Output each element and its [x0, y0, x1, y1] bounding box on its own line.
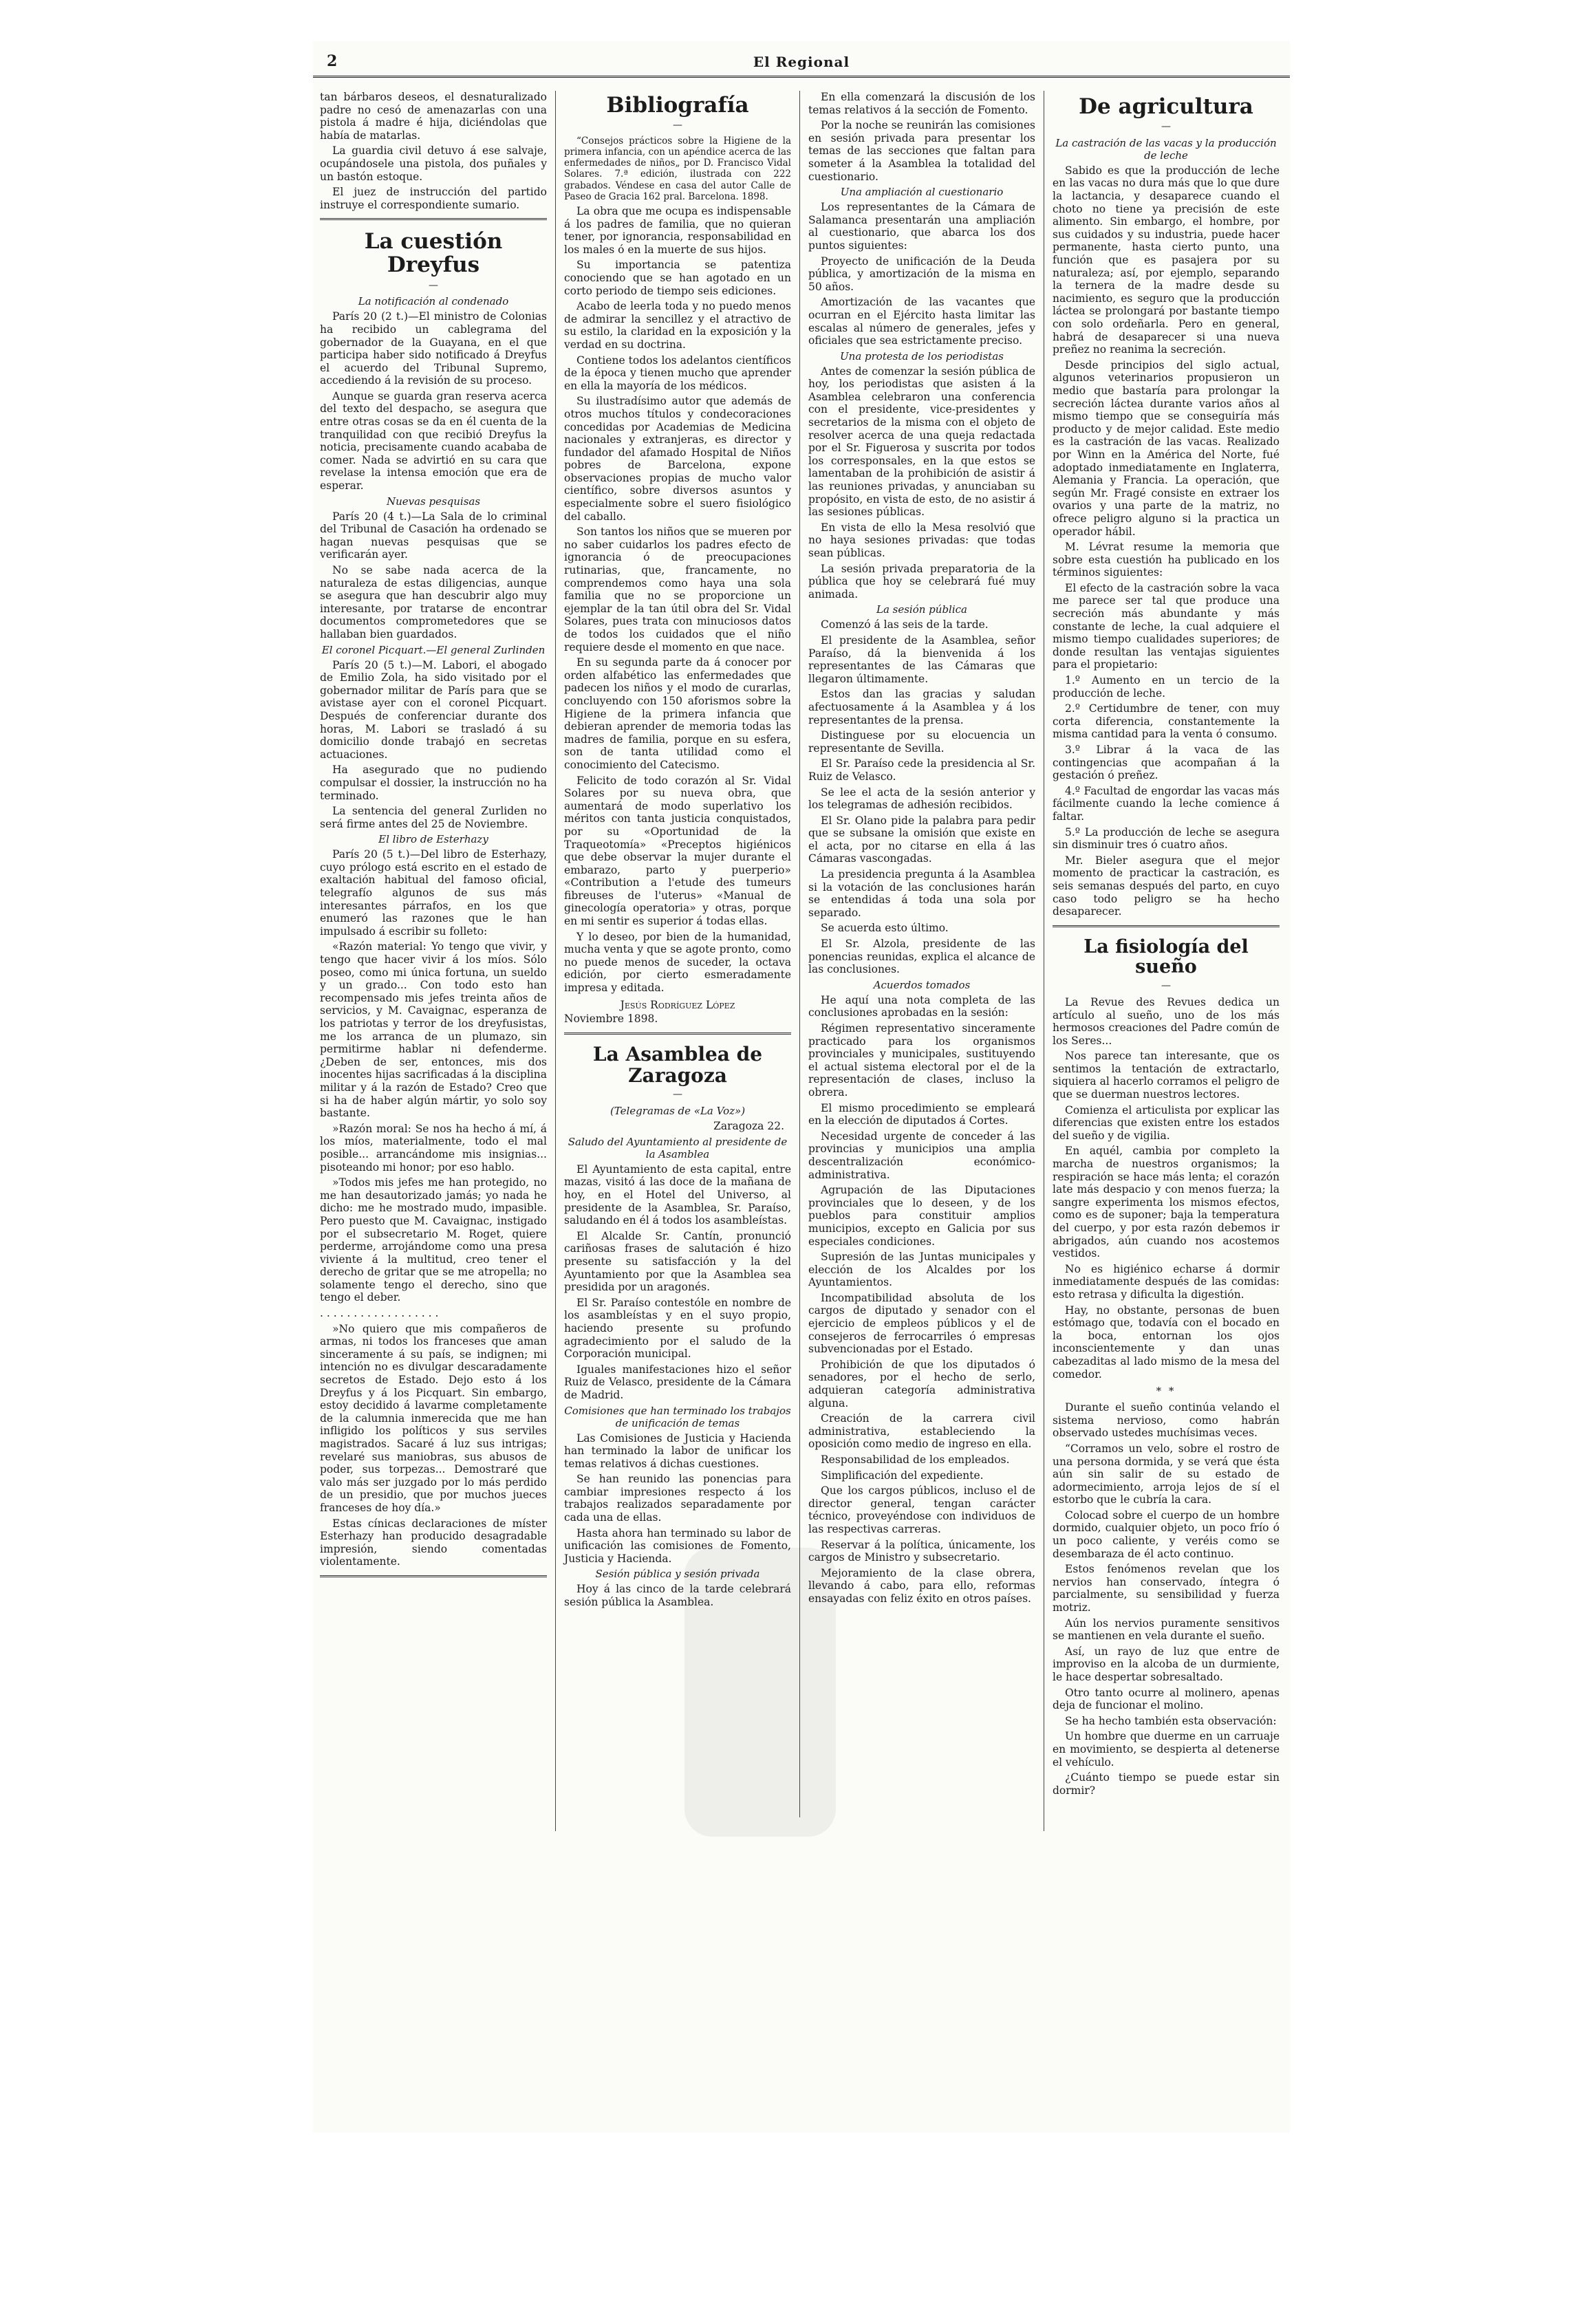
subheading: Nuevas pesquisas: [386, 495, 481, 508]
paragraph: Y lo deseo, por bien de la humanidad, mucha venta y que se agote pronto, como no puede menos de suceder, la octava edición, por cierto esmeradamente impresa y editada.: [564, 930, 791, 995]
paragraph: Aunque se guarda gran reserva acerca del texto del despacho, se asegura que entre otras cosas se da en él cuenta de la tranquilidad con que recibió Dreyfus la noticia, precisamente cuando acababa de comer. Nada se advirtió en su cara que revelase la intensa emoción que era de esperar.: [320, 389, 547, 493]
headline-sueno: La fisiología del sueño: [1083, 936, 1249, 978]
book-reference: “Consejos prácticos sobre la Higiene de la primera infancia, con un apéndice acerca de las enfermedades de niños„ por D. Francisco Vidal Solares. 7.ª edición, ilustrada con 222 grabados. Véndese en casa del autor Calle de Paseo de Gracia 162 pral. Barcelona. 1898.: [564, 135, 791, 202]
paragraph: En su segunda parte da á conocer por orden alfabético las enfermedades que padecen los niños y el modo de curarlas, concluyendo con 150 aforismos sobre la Higiene de la primera infancia que debieran aprender de memoria todas las madres de familia, porque en su esfera, son de tanta utilidad como el conocimiento del Catecismo.: [564, 656, 791, 771]
paragraph: Se ha hecho también esta observación:: [1065, 1714, 1277, 1727]
paragraph: Responsabilidad de los empleados.: [821, 1453, 1010, 1466]
dash-divider: —: [1161, 121, 1171, 133]
column-2: [564, 91, 791, 1612]
paragraph: 4.º Facultad de engordar las vacas más fácilmente cuando la leche comience á faltar.: [1053, 784, 1280, 823]
paragraph: »No quiero que mis compañeros de armas, ni todos los franceses que aman sinceramente á su país, se indignen; mi intención no es divulgar descaradamente secretos de Estado. Dejo esto á los Dreyfus y á los Picquart. Sin embargo, estoy decidido á lavarme completamente de la calumnia inmerecida que me han infligido los políticos y sus serviles magistrados. Sacaré á luz sus intrigas; revelaré sus maniobras, sus abusos de poder, sus torpezas... Demostraré que valo más ser juzgado por lo más perdido de un presidio, que por muchos jueces franceses de hoy día.»: [320, 1322, 547, 1514]
paragraph: Por la noche se reunirán las comisiones en sesión privada para presentar los temas de las secciones que faltan para someter á la Asamblea la totalidad del cuestionario.: [808, 119, 1035, 183]
paragraph: Comienza el articulista por explicar las diferencias que existen entre los estados del sueño y de vigilia.: [1053, 1103, 1280, 1142]
subheading: El coronel Picquart.—El general Zurlinden: [321, 643, 546, 656]
subheading: La notificación al condenado: [358, 295, 509, 308]
paragraph: Iguales manifestaciones hizo el señor Ruiz de Velasco, presidente de la Cámara de Madrid.: [564, 1363, 791, 1401]
paragraph: Hasta ahora han terminado su labor de unificación las comisiones de Fomento, Justicia y Hacienda.: [564, 1526, 791, 1565]
paragraph: Se lee el acta de la sesión anterior y los telegramas de adhesión recibidos.: [808, 786, 1035, 812]
paragraph: 3.º Librar á la vaca de las contingencias que acompañan á la gestación ó preñez.: [1053, 744, 1280, 782]
paragraph: Sabido es que la producción de leche en las vacas no dura más que lo que dure la lactancia, y desaparece cuando el choto no tiene ya precisión de este alimento. Sin embargo, el hombre, por sus cuidados y su industria, puede hacer permanente, hasta cierto punto, una función que es pasajera por su naturaleza; así, por ejemplo, separando la ternera de la madre desde su nacimiento, es seguro que la producción láctea se prolongará por bastante tiempo con solo ordeñarla. Pero en general, habrá de desaparecer si una nueva preñez no reanima la secreción.: [1053, 164, 1280, 356]
paragraph: Mejoramiento de la clase obrera, llevando á cabo, para ello, reformas ensayadas con feliz éxito en otros países.: [808, 1566, 1035, 1605]
paragraph: Incompatibilidad absoluta de los cargos de diputado y senador con el ejercicio de empleos públicos y el de consejeros de ferrocarriles ó empresas subvencionadas por el Estado.: [808, 1291, 1035, 1356]
subheading: Comisiones que han terminado los trabajos de unificación de temas: [564, 1404, 791, 1429]
paragraph: M. Lévrat resume la memoria que sobre esta cuestión ha publicado en los términos siguientes:: [1053, 541, 1280, 579]
column-divider: [555, 91, 556, 1831]
paragraph: “Corramos un velo, sobre el rostro de una persona dormida, y se verá que ésta aún sin salir de su estado de adormecimiento, arroja lejos de sí el estorbo que le cubría la cara.: [1053, 1442, 1280, 1506]
paragraph: »Todos mis jefes me han protegido, no me han desautorizado jamás; yo nada he dicho: me he mostrado mudo, impasible. Pero puesto que M. Cavaignac, instigado por el subsecretario M. Roget, quiere perderme, arrojándome como una presa viviente á la multitud, creo tener el derecho de gritar que se me atropella; no solamente tengo el derecho, sino que tengo el deber.: [320, 1176, 547, 1304]
paragraph: Reservar á la política, únicamente, los cargos de Ministro y subsecretario.: [808, 1538, 1035, 1564]
section-rule: [564, 1032, 791, 1035]
paragraph: Su ilustradísimo autor que además de otros muchos títulos y condecoraciones concedidas por Academias de Medicina nacionales y extranjeras, es director y fundador del afamado Hospital de Niños pobres de Barcelona, expone observaciones propias de mucho valor científico, sobre diversos asuntos y especialmente sobre el suero fisiológico del caballo.: [564, 395, 791, 523]
subheading: Sesión pública y sesión privada: [595, 1568, 760, 1581]
paragraph: La guardia civil detuvo á ese salvaje, ocupándosele una pistola, dos puñales y un bastón estoque.: [320, 144, 547, 183]
newspaper-title: El Regional: [753, 54, 850, 70]
paragraph: En aquél, cambia por completo la marcha de nuestros organismos; la respiración se hace más lenta; el corazón late más despacio y con menos fuerza; la sangre experimenta los mismos efectos, como es de suponer; baja la temperatura del cuerpo, y por esta razón debemos ir abrigados, aún cuando nos acostemos vestidos.: [1053, 1145, 1280, 1260]
paragraph: Felicito de todo corazón al Sr. Vidal Solares por su nueva obra, que aumentará de modo superlativo los méritos con tanta justicia conquistados, por su «Oportunidad de la Traqueotomía» «Preceptos higiénicos que debe observar la mujer durante el embarazo, parto y puerperio» «Contribution a l'etude des tumeurs fibreuses de l'uterus» «Manual de ginecología operatoria» y otras, porque en mi sentir es superior á todas ellas.: [564, 774, 791, 928]
dash-divider: —: [429, 279, 438, 291]
paragraph: Hoy á las cinco de la tarde celebrará sesión pública la Asamblea.: [564, 1583, 791, 1609]
subheading: (Telegramas de «La Voz»): [610, 1105, 746, 1118]
paragraph: El efecto de la castración sobre la vaca me parece ser tal que produce una secreción más abundante y más constante de leche, la cual adquiere el mismo tiempo cualidades superiores; de donde resultan las ventajas siguientes para el propietario:: [1053, 581, 1280, 671]
subheading: Una protesta de los periodistas: [840, 349, 1004, 363]
paragraph: Su importancia se patentiza conociendo que se han agotado en un corto periodo de tiempo seis ediciones.: [564, 259, 791, 297]
dash-divider: —: [1161, 980, 1171, 992]
paragraph: Se han reunido las ponencias para cambiar impresiones respecto á los trabajos realizados separadamente por cada una de ellas.: [564, 1473, 791, 1524]
column-3: [808, 91, 1035, 1608]
subheading: La castración de las vacas y la producción de leche: [1055, 136, 1277, 162]
subheading: El libro de Esterhazy: [378, 833, 488, 846]
headline-agricultura: De agricultura: [1079, 94, 1253, 119]
paragraph: »Razón moral: Se nos ha hecho á mí, á los míos, materialmente, todo el mal posible... arrancándome mis insignias... pisoteando mi honor; por eso hablo.: [320, 1122, 547, 1174]
paragraph: Creación de la carrera civil administrativa, estableciendo la oposición como medio de ingreso en ella.: [808, 1412, 1035, 1451]
paragraph: Comenzó á las seis de la tarde.: [821, 618, 989, 631]
paragraph: Mr. Bieler asegura que el mejor momento de practicar la castración, es seis semanas después del parto, en cuyo caso todo peligro se ha hecho desaparecer.: [1053, 854, 1280, 918]
ellipsis-line: . . . . . . . . . . . . . . . . . .: [320, 1307, 439, 1320]
paragraph: Proyecto de unificación de la Deuda pública, y amortización de la misma en 50 años.: [808, 255, 1035, 293]
paragraph: El Sr. Olano pide la palabra para pedir que se subsane la omisión que existe en el acta, por no citarse en ella á las Cámaras vascongadas.: [808, 814, 1035, 865]
headline-asamblea: La Asamblea de Zaragoza: [592, 1042, 763, 1087]
paragraph: Las Comisiones de Justicia y Hacienda han terminado la labor de unificar los temas relativos á dichas cuestiones.: [564, 1431, 791, 1470]
paragraph: Agrupación de las Diputaciones provinciales que lo deseen, y de los pueblos para constituir amplios municipios, excepto en Galicia por sus especiales condiciones.: [808, 1184, 1035, 1248]
paragraph: 5.º La producción de leche se asegura sin disminuir tres ó cuatro años.: [1053, 825, 1280, 852]
section-rule: [320, 1575, 547, 1577]
paragraph: París 20 (2 t.)—El ministro de Colonias ha recibido un cablegrama del gobernador de la Guayana, en el que participa haber sido notificado á Dreyfus el acuerdo del Tribunal Supremo, accediendo á la revisión de su proceso.: [320, 310, 547, 387]
paragraph: Un hombre que duerme en un carruaje en movimiento, se despierta al detenerse el vehículo.: [1053, 1730, 1280, 1769]
section-rule: [320, 218, 547, 220]
paragraph: Estas cínicas declaraciones de míster Esterhazy han producido desagradable impresión, siendo comentadas violentamente.: [320, 1517, 547, 1568]
paragraph: El Sr. Paraíso cede la presidencia al Sr. Ruiz de Velasco.: [808, 757, 1035, 783]
dash-divider: —: [673, 1089, 682, 1101]
paragraph: Aún los nervios puramente sensitivos se mantienen en vela durante el sueño.: [1053, 1617, 1280, 1643]
paragraph: Se acuerda esto último.: [821, 922, 949, 935]
paragraph: Durante el sueño continúa velando el sistema nervioso, como habrán observado ustedes muchísimas veces.: [1053, 1401, 1280, 1440]
paragraph: Antes de comenzar la sesión pública de hoy, los periodistas que asisten á la Asamblea celebraron una conferencia con el presidente, vice-presidentes y secretarios de la misma con el objeto de resolver acerca de una queja redactada por el Sr. Figuerosa y suscrita por todos los corresponsales, en la que estos se lamentaban de la prohibición de asistir á las reuniones privadas, y anunciaban su propósito, en vista de esto, de no asistir á las sesiones públicas.: [808, 365, 1035, 519]
dash-divider: —: [673, 120, 682, 131]
column-4: [1053, 91, 1280, 1799]
page-number: 2: [327, 52, 338, 70]
paragraph: La presidencia pregunta á la Asamblea si la votación de las conclusiones harán se entendidas á toda una sola por separado.: [808, 868, 1035, 919]
paragraph: En ella comenzará la discusión de los temas relativos á la sección de Fomento.: [808, 91, 1035, 116]
paragraph: El Sr. Alzola, presidente de las ponencias reunidas, explica el alcance de las conclusiones.: [808, 938, 1035, 976]
newspaper-page: [313, 41, 1290, 2132]
paragraph: Estos fenómenos revelan que los nervios han conservado, íntegra ó parcialmente, su sensibilidad y fuerza motriz.: [1053, 1563, 1280, 1614]
section-rule: [1053, 925, 1280, 927]
subheading: La sesión pública: [876, 603, 967, 616]
paragraph: 2.º Certidumbre de tener, con muy corta diferencia, constantemente la misma cantidad para la venta ó consumo.: [1053, 702, 1280, 741]
paragraph: París 20 (5 t.)—M. Labori, el abogado de Emilio Zola, ha sido visitado por el gobernador militar de París para que se avistase ayer con el coronel Picquart. Después de conferenciar durante dos horas, M. Labori se trasladó á su domicilio donde trabajó en secretas actuaciones.: [320, 658, 547, 761]
headline-bibliografia: Bibliografía: [606, 93, 749, 118]
paragraph: La sentencia del general Zurliden no será firme antes del 25 de Noviembre.: [320, 805, 547, 830]
paragraph: Así, un rayo de luz que entre de improviso en la alcoba de un durmiente, le hace despertar sobresaltado.: [1053, 1645, 1280, 1683]
article-date: Noviembre 1898.: [564, 1013, 658, 1026]
paragraph: En vista de ello la Mesa resolvió que no haya sesiones privadas: que todas sean públicas.: [808, 521, 1035, 559]
author-signature: Jesús Rodríguez López: [620, 998, 735, 1011]
paragraph: El Alcalde Sr. Cantín, pronunció cariñosas frases de salutación é hizo presente su satisfacción y la del Ayuntamiento por que la Asamblea sea presidida por un aragonés.: [564, 1229, 791, 1294]
paragraph: Que los cargos públicos, incluso el de director general, tengan carácter técnico, proveyéndose con individuos de las respectivas carreras.: [808, 1484, 1035, 1535]
paragraph: El mismo procedimiento se empleará en la elección de diputados á Cortes.: [808, 1101, 1035, 1127]
paragraph: Otro tanto ocurre al molinero, apenas deja de funcionar el molino.: [1053, 1686, 1280, 1712]
paragraph: El presidente de la Asamblea, señor Paraíso, dá la bienvenida á los representantes de las Cámaras que llegaron últimamente.: [808, 634, 1035, 685]
paragraph: Distinguese por su elocuencia un representante de Sevilla.: [808, 729, 1035, 755]
asterism-divider: * *: [1156, 1385, 1176, 1398]
paragraph: Acabo de leerla toda y no puedo menos de admirar la sencillez y el atractivo de su estilo, la claridad en la exposición y la verdad en su doctrina.: [564, 300, 791, 351]
paragraph: Colocad sobre el cuerpo de un hombre dormido, cualquier objeto, un poco frío ó un poco caliente, y veréis como se desembaraza de él acto continuo.: [1053, 1509, 1280, 1560]
paragraph: Prohibición de que los diputados ó senadores, por el hecho de serlo, adquieran categoría administrativa alguna.: [808, 1358, 1035, 1409]
paragraph: «Razón material: Yo tengo que vivir, y tengo que hacer vivir á los míos. Sólo poseo, como mi única fortuna, un sueldo y un grado... Con todo esto han recompensado mis jefes treinta años de servicios, y M. Cavaignac, esperanza de los patriotas y terror de los dreyfusistas, me los arranca de un plumazo, sin permitirme hablar ni defenderme. ¿Deben de ser, entonces, mis dos inocentes hijas sacrificadas á la disciplina militar y á la razón de Estado? Creo que si ha de haber algún mártir, yo solo soy bastante.: [320, 940, 547, 1120]
paragraph: La Revue des Revues dedica un artículo al sueño, uno de los más hermosos creaciones del Padre común de los Seres...: [1053, 995, 1280, 1047]
paragraph: No es higiénico echarse á dormir inmediatamente después de las comidas: esto retrasa y dificulta la digestión.: [1053, 1262, 1280, 1301]
paragraph: Contiene todos los adelantos científicos de la época y tienen mucho que aprender en ella la mayoría de los médicos.: [564, 354, 791, 392]
paragraph: He aquí una nota completa de las conclusiones aprobadas en la sesión:: [808, 993, 1035, 1019]
paragraph: El Sr. Paraíso contestóle en nombre de los asambleístas y en el suyo propio, haciendo presente su profundo agradecimiento por el saludo de la Corporación municipal.: [564, 1296, 791, 1361]
paragraph: tan bárbaros deseos, el desnaturalizado padre no cesó de amenazarlas con una pistola á madre é hija, diciéndolas que había de matarlas.: [320, 91, 547, 142]
paragraph: La sesión privada preparatoria de la pública que hoy se celebrará fué muy animada.: [808, 562, 1035, 601]
subheading: Acuerdos tomados: [873, 978, 971, 991]
paragraph: 1.º Aumento en un tercio de la producción de leche.: [1053, 674, 1280, 700]
subheading: Una ampliación al cuestionario: [840, 186, 1004, 199]
masthead: [313, 48, 1290, 78]
paragraph: Desde principios del siglo actual, algunos veterinarios propusieron un medio que bastaría para prolongar la secreción láctea durante varios años al mismo tiempo que se conseguiría más producto y de mejor calidad. Este medio es la castración de las vacas. Realizado por Winn en la América del Norte, fué adoptado inmediatamente en Inglaterra, Alemania y Francia. La operación, que según Mr. Fragé consiste en extraer los ovarios y una parte de la matriz, no ofrece peligro alguno si la practica un operador hábil.: [1053, 358, 1280, 538]
paragraph: ¿Cuánto tiempo se puede estar sin dormir?: [1053, 1771, 1280, 1797]
paragraph: Los representantes de la Cámara de Salamanca presentarán una ampliación al cuestionario, que abarca los dos puntos siguientes:: [808, 201, 1035, 252]
paragraph: Estos dan las gracias y saludan afectuosamente á la Asamblea y á los representantes de la prensa.: [808, 688, 1035, 726]
column-divider: [799, 91, 800, 1817]
paragraph: Simplificación del expediente.: [821, 1469, 984, 1482]
paragraph: La obra que me ocupa es indispensable á los padres de familia, que no quieran tener, por ignorancia, responsabilidad en los males ó en la muerte de sus hijos.: [564, 205, 791, 256]
paragraph: París 20 (4 t.)—La Sala de lo criminal del Tribunal de Casación ha ordenado se hagan nuevas pesquisas que se verificarán ayer.: [320, 510, 547, 561]
paragraph: Ha asegurado que no pudiendo compulsar el dossier, la instrucción no ha terminado.: [320, 764, 547, 802]
paragraph: El Ayuntamiento de esta capital, entre mazas, visitó á las doce de la mañana de hoy, en el Hotel del Universo, al presidente de la Asamblea, Sr. Paraíso, saludando en él á todos los asambleístas.: [564, 1163, 791, 1227]
paragraph: Son tantos los niños que se mueren por no saber cuidarlos los padres efecto de ignorancia ó de preocupaciones rutinarias, que, francamente, no comprendemos como haya una sola familia que no se proporcione un ejemplar de la tan útil obra del Sr. Vidal Solares, pues trata con minuciosos datos de todos los cuidados que el niño requiere desde el momento en que nace.: [564, 526, 791, 653]
paragraph: Nos parece tan interesante, que os sentimos la tentación de extractarlo, siquiera al hacerlo corramos el peligro de que se duerman nuestros lectores.: [1053, 1050, 1280, 1101]
paragraph: No se sabe nada acerca de la naturaleza de estas diligencias, aunque se asegura que han descubrir algo muy interesante, por tratarse de encontrar documentos comprometedores que se hallaban bien guardados.: [320, 564, 547, 640]
paragraph: Régimen representativo sinceramente practicado para los organismos provinciales y municipales, sustituyendo el actual sistema electoral por el de la representación de clases, incluso la obrera.: [808, 1022, 1035, 1099]
paragraph: Necesidad urgente de conceder á las provincias y municipios una amplia descentralización económico-administrativa.: [808, 1129, 1035, 1181]
dateline: Zaragoza 22.: [713, 1120, 784, 1133]
paragraph: París 20 (5 t.)—Del libro de Esterhazy, cuyo prólogo está escrito en el estado de exaltación habitual del famoso oficial, telegrafío algunos de sus más interesantes párrafos, en los que enumeró las razones que le han impulsado á escribir su folleto:: [320, 848, 547, 938]
column-1: [320, 91, 547, 1581]
paragraph: Supresión de las Juntas municipales y elección de los Alcaldes por los Ayuntamientos.: [808, 1251, 1035, 1289]
paragraph: El juez de instrucción del partido instruye el correspondiente sumario.: [320, 186, 547, 211]
subheading: Saludo del Ayuntamiento al presidente de la Asamblea: [568, 1135, 788, 1160]
headline-dreyfus: La cuestión Dreyfus: [364, 229, 503, 278]
paragraph: Hay, no obstante, personas de buen estómago que, todavía con el bocado en la boca, entornan los ojos inconscientemente y dan unas cabezaditas al lado mismo de la mesa del comedor.: [1053, 1304, 1280, 1381]
paragraph: Amortización de las vacantes que ocurran en el Ejército hasta limitar las escalas al número de generales, jefes y oficiales que sea estrictamente preciso.: [808, 296, 1035, 347]
